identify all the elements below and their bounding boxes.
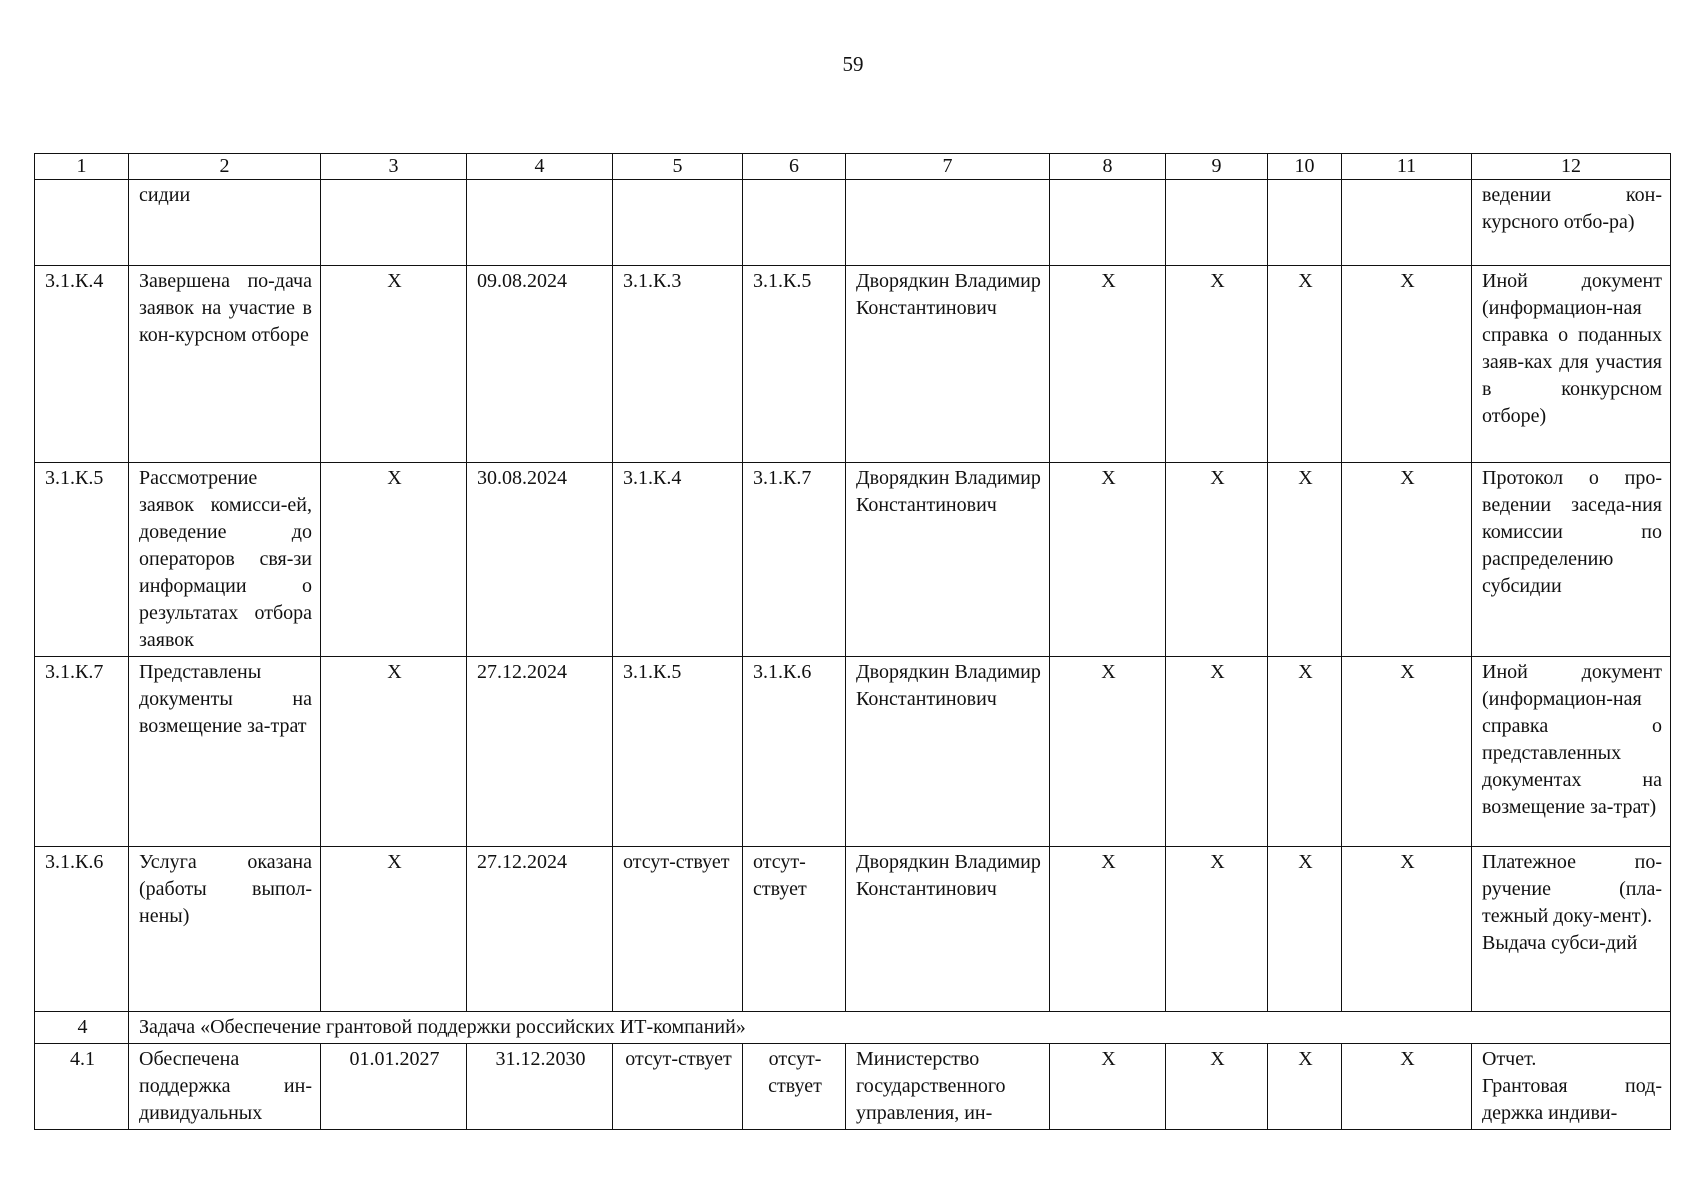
cell-num: 3.1.К.5 (35, 463, 129, 657)
header-cell: 9 (1166, 154, 1268, 180)
header-cell: 1 (35, 154, 129, 180)
header-cell: 12 (1472, 154, 1671, 180)
cell-next: отсут-ствует (743, 847, 846, 1012)
cell-col11: Х (1342, 847, 1472, 1012)
cell-col8: Х (1050, 1044, 1166, 1130)
cell-col8: Х (1050, 657, 1166, 847)
cell-next: 3.1.К.5 (743, 266, 846, 463)
cell-start: Х (321, 847, 467, 1012)
cell-col11 (1342, 180, 1472, 266)
cell-name: Услуга оказана (работы выпол-нены) (129, 847, 321, 1012)
cell-col10: Х (1268, 1044, 1342, 1130)
cell-col8: Х (1050, 463, 1166, 657)
cell-col11: Х (1342, 266, 1472, 463)
cell-prev: 3.1.К.3 (613, 266, 743, 463)
cell-col9: Х (1166, 657, 1268, 847)
cell-document (1472, 1044, 1671, 1130)
table-row (35, 657, 1671, 847)
cell-col9: Х (1166, 1044, 1268, 1130)
cell-col9: Х (1166, 266, 1268, 463)
cell-next: 3.1.К.6 (743, 657, 846, 847)
cell-document (1472, 847, 1671, 1012)
cell-prev (613, 180, 743, 266)
task-row (35, 1012, 1671, 1044)
cell-col9: Х (1166, 847, 1268, 1012)
cell-num (35, 180, 129, 266)
cell-num: 3.1.К.7 (35, 657, 129, 847)
header-cell: 5 (613, 154, 743, 180)
header-cell: 4 (467, 154, 613, 180)
cell-col10: Х (1268, 657, 1342, 847)
cell-responsible: Министерство государственного управления, ин- (846, 1044, 1050, 1130)
header-cell: 2 (129, 154, 321, 180)
cell-prev: отсут-ствует (613, 847, 743, 1012)
cell-start (321, 180, 467, 266)
table-row (35, 266, 1671, 463)
cell-document: ведении кон-курсного отбо-ра) (1472, 180, 1671, 266)
header-cell: 6 (743, 154, 846, 180)
cell-name: Представлены документы на возмещение за-трат (129, 657, 321, 847)
cell-responsible: Дворядкин Владимир Константинович (846, 847, 1050, 1012)
task-num: 4 (35, 1012, 129, 1044)
cell-num: 3.1.К.6 (35, 847, 129, 1012)
cell-name: Обеспечена поддержка ин-дивидуальных (129, 1044, 321, 1130)
header-cell: 3 (321, 154, 467, 180)
table-row (35, 1044, 1671, 1130)
cell-end: 27.12.2024 (467, 657, 613, 847)
page-number: 59 (842, 52, 864, 76)
cell-start: Х (321, 266, 467, 463)
cell-col8: Х (1050, 266, 1166, 463)
cell-col10: Х (1268, 463, 1342, 657)
cell-responsible: Дворядкин Владимир Константинович (846, 463, 1050, 657)
cell-next: отсут-ствует (743, 1044, 846, 1130)
cell-col11: Х (1342, 463, 1472, 657)
cell-prev: 3.1.К.5 (613, 657, 743, 847)
cell-start: 01.01.2027 (321, 1044, 467, 1130)
cell-col11: Х (1342, 1044, 1472, 1130)
cell-responsible: Дворядкин Владимир Константинович (846, 266, 1050, 463)
cell-document: Иной документ (информацион-ная справка о представленных документах на возмещение за-трат) (1472, 657, 1671, 847)
cell-name: сидии (129, 180, 321, 266)
cell-next (743, 180, 846, 266)
cell-col8 (1050, 180, 1166, 266)
cell-prev: отсут-ствует (613, 1044, 743, 1130)
document-line: Выдача субси-дий (1482, 932, 1638, 954)
continuation-row (35, 180, 1671, 266)
header-cell: 8 (1050, 154, 1166, 180)
cell-prev: 3.1.К.4 (613, 463, 743, 657)
cell-num: 3.1.К.4 (35, 266, 129, 463)
cell-num: 4.1 (35, 1044, 129, 1130)
document-line: Отчет. (1482, 1048, 1537, 1070)
task-title: Задача «Обеспечение грантовой поддержки российских ИТ-компаний» (129, 1012, 1671, 1044)
table-row (35, 463, 1671, 657)
header-cell: 10 (1268, 154, 1342, 180)
cell-responsible: Дворядкин Владимир Константинович (846, 657, 1050, 847)
header-cell: 7 (846, 154, 1050, 180)
cell-document: Протокол о про-ведении заседа-ния комиссии по распределению субсидии (1472, 463, 1671, 657)
cell-col8: Х (1050, 847, 1166, 1012)
cell-name: Завершена по-дача заявок на участие в кон-курсном отборе (129, 266, 321, 463)
cell-end: 30.08.2024 (467, 463, 613, 657)
cell-start: Х (321, 463, 467, 657)
cell-col11: Х (1342, 657, 1472, 847)
plan-table (34, 153, 1671, 1130)
cell-end: 27.12.2024 (467, 847, 613, 1012)
cell-end: 31.12.2030 (467, 1044, 613, 1130)
cell-next: 3.1.К.7 (743, 463, 846, 657)
cell-document: Иной документ (информацион-ная справка о поданных заяв-ках для участия в конкурсном отборе) (1472, 266, 1671, 463)
table-row (35, 847, 1671, 1012)
document-line: Грантовая под-держка индиви- (1482, 1075, 1662, 1124)
cell-end: 09.08.2024 (467, 266, 613, 463)
cell-col9: Х (1166, 463, 1268, 657)
cell-responsible (846, 180, 1050, 266)
cell-col10: Х (1268, 847, 1342, 1012)
cell-col10: Х (1268, 266, 1342, 463)
cell-start: Х (321, 657, 467, 847)
cell-end (467, 180, 613, 266)
cell-name: Рассмотрение заявок комисси-ей, доведение до операторов свя-зи информации о результатах отбора заявок (129, 463, 321, 657)
cell-col9 (1166, 180, 1268, 266)
document-line: Платежное по-ручение (пла-тежный доку-мент). (1482, 851, 1662, 927)
header-cell: 11 (1342, 154, 1472, 180)
cell-col10 (1268, 180, 1342, 266)
header-row (35, 154, 1671, 180)
